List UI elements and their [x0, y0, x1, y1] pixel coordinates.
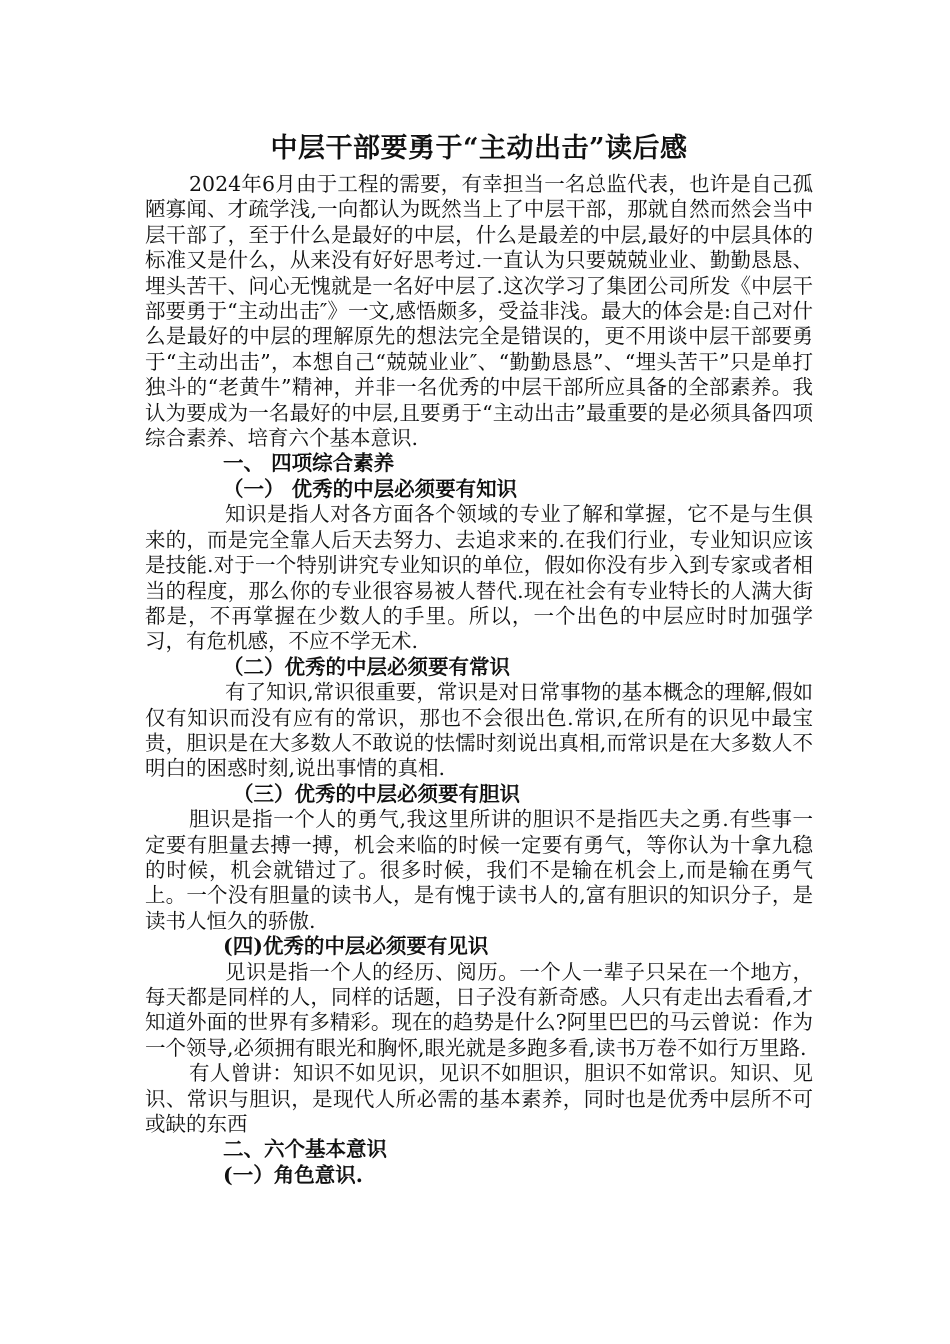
paragraph-courage: 胆识是指一个人的勇气,我这里所讲的胆识不是指匹夫之勇.有些事一定要有胆量去搏一搏，机会来临的时候一定要有勇气，等你认为十拿九稳的时候，机会就错过了。很多时候，我们不是输在机会上,而是输在勇气上。一个没有胆量的读书人，是有愧于读书人的,富有胆识的知识分子，是读书人恒久的骄傲. [145, 807, 813, 933]
paragraph-common-sense: 有了知识,常识很重要，常识是对日常事物的基本概念的理解,假如仅有知识而没有应有的常识，那也不会很出色.常识,在所有的识见中最宝贵，胆识是在大多数人不敢说的怯懦时刻说出真相,而常识是在大多数人不明白的困惑时刻,说出事情的真相. [145, 680, 813, 781]
subheading-insight: (四)优秀的中层必须要有见识 [223, 934, 489, 959]
paragraph-summary: 有人曾讲：知识不如见识，见识不如胆识，胆识不如常识。知识、见识、常识与胆识，是现代人所必需的基本素养，同时也是优秀中层所不可或缺的东西 [145, 1061, 813, 1137]
intro-paragraph: 2024年6月由于工程的需要，有幸担当一名总监代表，也许是自己孤陋寡闻、才疏学浅,一向都认为既然当上了中层干部，那就自然而然会当中层干部了，至于什么是最好的中层，什么是最差的中层,最好的中层具体的标准又是什么，从来没有好好思考过.一直认为只要兢兢业业、勤勤恳恳、埋头苦干、问心无愧就是一名好中层了.这次学习了集团公司所发《中层干部要勇于“主动出击″》一文,感悟颇多，受益非浅。最大的体会是:自己对什么是最好的中层的理解原先的想法完全是错误的，更不用谈中层干部要勇于“主动出击”，本想自己“兢兢业业″、“勤勤恳恳”、“埋头苦干”只是单打独斗的“老黄牛”精神，并非一名优秀的中层干部所应具备的全部素养。我认为要成为一名最好的中层,且要勇于“主动出击”最重要的是必须具备四项综合素养、培育六个基本意识. [145, 172, 813, 451]
subheading-courage: （三）优秀的中层必须要有胆识 [233, 781, 520, 806]
subheading-knowledge: （一） 优秀的中层必须要有知识 [223, 476, 518, 501]
paragraph-insight: 见识是指一个人的经历、阅历。一个人一辈子只呆在一个地方，每天都是同样的人，同样的话题，日子没有新奇感。人只有走出去看看,才知道外面的世界有多精彩。现在的趋势是什么?阿里巴巴的马云曾说：作为一个领导,必须拥有眼光和胸怀,眼光就是多跑多看,读书万卷不如行万里路. [145, 959, 813, 1060]
paragraph-knowledge: 知识是指人对各方面各个领域的专业了解和掌握，它不是与生俱来的，而是完全靠人后天去努力、去追求来的.在我们行业，专业知识应该是技能.对于一个特别讲究专业知识的单位，假如你没有步入到专家或者相当的程度，那么你的专业很容易被人替代.现在社会有专业特长的人满大街都是，不再掌握在少数人的手里。所以，一个出色的中层应时时加强学习，有危机感，不应不学无术. [145, 502, 813, 654]
subheading-common-sense: （二）优秀的中层必须要有常识 [223, 654, 510, 679]
subheading-role-awareness: (一）角色意识. [223, 1162, 363, 1187]
document-page [145, 128, 813, 1188]
section-heading-2: 二、六个基本意识 [223, 1137, 387, 1162]
document-title: 中层干部要勇于“主动出击”读后感 [270, 133, 688, 164]
section-heading-1: 一、 四项综合素养 [223, 451, 395, 476]
